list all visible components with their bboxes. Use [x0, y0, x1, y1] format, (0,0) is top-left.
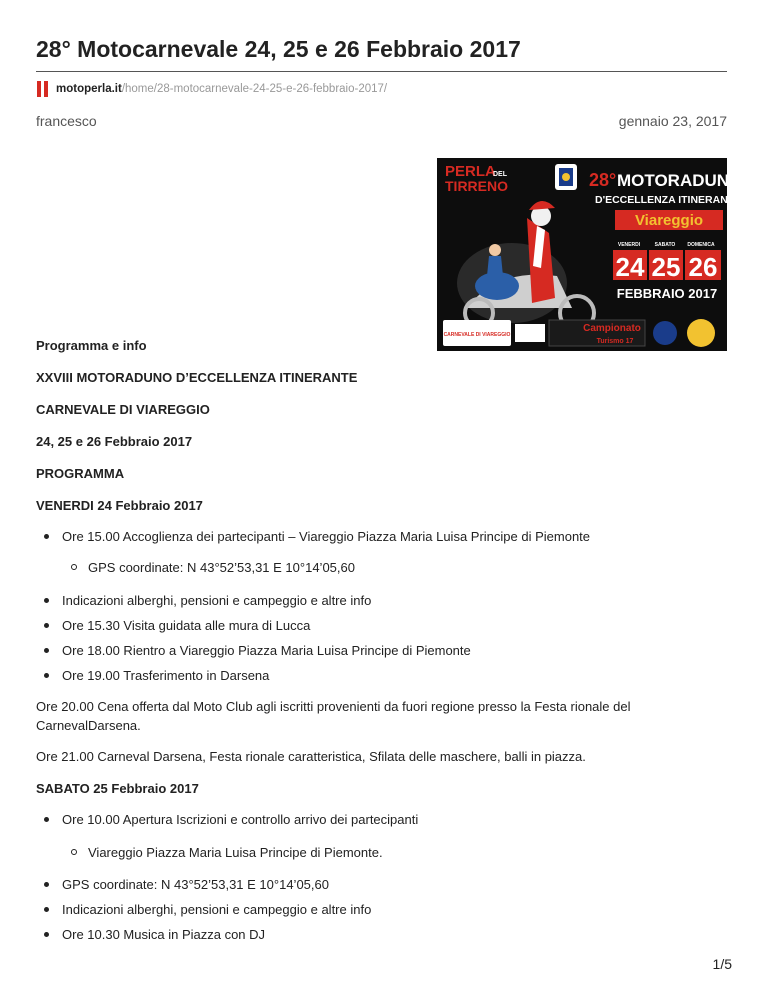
- poster-footer-3: Turismo 17: [596, 338, 634, 345]
- list-item: Ore 18.00 Rientro a Viareggio Piazza Maria Luisa Principe di Piemonte: [62, 641, 722, 660]
- poster-day-1: VENERDI: [617, 242, 641, 248]
- poster-footer-1: CARNEVALE DI VIAREGGIO: [443, 332, 511, 338]
- poster-brand-line2: DEL: [493, 171, 507, 178]
- list-item: Ore 10.00 Apertura Iscrizioni e controllo arrivo dei partecipanti: [62, 810, 722, 829]
- meta-row: [36, 113, 727, 129]
- poster-day-2: SABATO: [654, 242, 676, 248]
- program-heading: Programma e info: [36, 338, 147, 353]
- source-logo-icon: [36, 80, 50, 98]
- list-item: Indicazioni alberghi, pensioni e campeggio e altre info: [62, 900, 722, 919]
- poster-headline-num: 28°: [589, 170, 617, 190]
- poster-brand-line3: TIRRENO: [445, 178, 508, 194]
- friday-heading: VENERDI 24 Febbraio 2017: [36, 498, 203, 513]
- carnival-heading: CARNEVALE DI VIAREGGIO: [36, 402, 210, 417]
- poster-date-1: 24: [615, 252, 645, 282]
- paragraph: Ore 20.00 Cena offerta dal Moto Club agli iscritti provenienti da fuori regione presso la Festa rionale del CarnevalDarsena.: [36, 699, 631, 733]
- poster-month: FEBBRAIO 2017: [616, 286, 718, 301]
- poster-headline-2: D'ECCELLENZA ITINERANTE: [595, 194, 742, 206]
- source-line: [36, 79, 387, 99]
- event-poster: [437, 158, 743, 351]
- poster-headline-1: MOTORADUNO: [617, 171, 743, 190]
- list-subitem: Viareggio Piazza Maria Luisa Principe di Piemonte.: [88, 843, 718, 862]
- list-item: Ore 15.00 Accoglienza dei partecipanti – Viareggio Piazza Maria Luisa Principe di Piemonte: [62, 527, 722, 546]
- source-path-link[interactable]: /home/28-motocarnevale-24-25-e-26-febbraio-2017/: [121, 83, 388, 95]
- poster-footer-2: Campionato: [583, 323, 641, 334]
- paragraph: Ore 21.00 Carneval Darsena, Festa rionale caratteristica, Sfilata delle maschere, balli in piazza.: [36, 749, 586, 764]
- programma-heading: PROGRAMMA: [36, 466, 125, 481]
- post-date: gennaio 23, 2017: [618, 113, 727, 129]
- poster-city: Viareggio: [634, 212, 704, 229]
- dates-heading: 24, 25 e 26 Febbraio 2017: [36, 434, 193, 449]
- source-domain-link[interactable]: motoperla.it: [56, 83, 122, 95]
- list-item: Ore 19.00 Trasferimento in Darsena: [62, 666, 722, 685]
- poster-brand-line1: PERLA: [445, 163, 496, 180]
- title-divider: [36, 71, 727, 72]
- saturday-heading: SABATO 25 Febbraio 2017: [36, 781, 199, 796]
- author: francesco: [36, 113, 97, 129]
- list-item: Indicazioni alberghi, pensioni e campeggio e altre info: [62, 591, 722, 610]
- list-subitem: GPS coordinate: N 43°52’53,31 E 10°14’05,60: [88, 558, 718, 577]
- poster-day-3: DOMENICA: [687, 242, 715, 248]
- list-item: Ore 10.30 Musica in Piazza con DJ: [62, 925, 722, 944]
- list-item: GPS coordinate: N 43°52’53,31 E 10°14’05,60: [62, 875, 722, 894]
- page-title: 28° Motocarnevale 24, 25 e 26 Febbraio 2017: [36, 36, 521, 62]
- event-title: XXVIII MOTORADUNO D’ECCELLENZA ITINERANTE: [36, 370, 358, 385]
- poster-date-2: 25: [651, 252, 681, 282]
- page-number: 1/5: [712, 956, 732, 972]
- poster-date-3: 26: [688, 252, 718, 282]
- list-item: Ore 15.30 Visita guidata alle mura di Lucca: [62, 616, 722, 635]
